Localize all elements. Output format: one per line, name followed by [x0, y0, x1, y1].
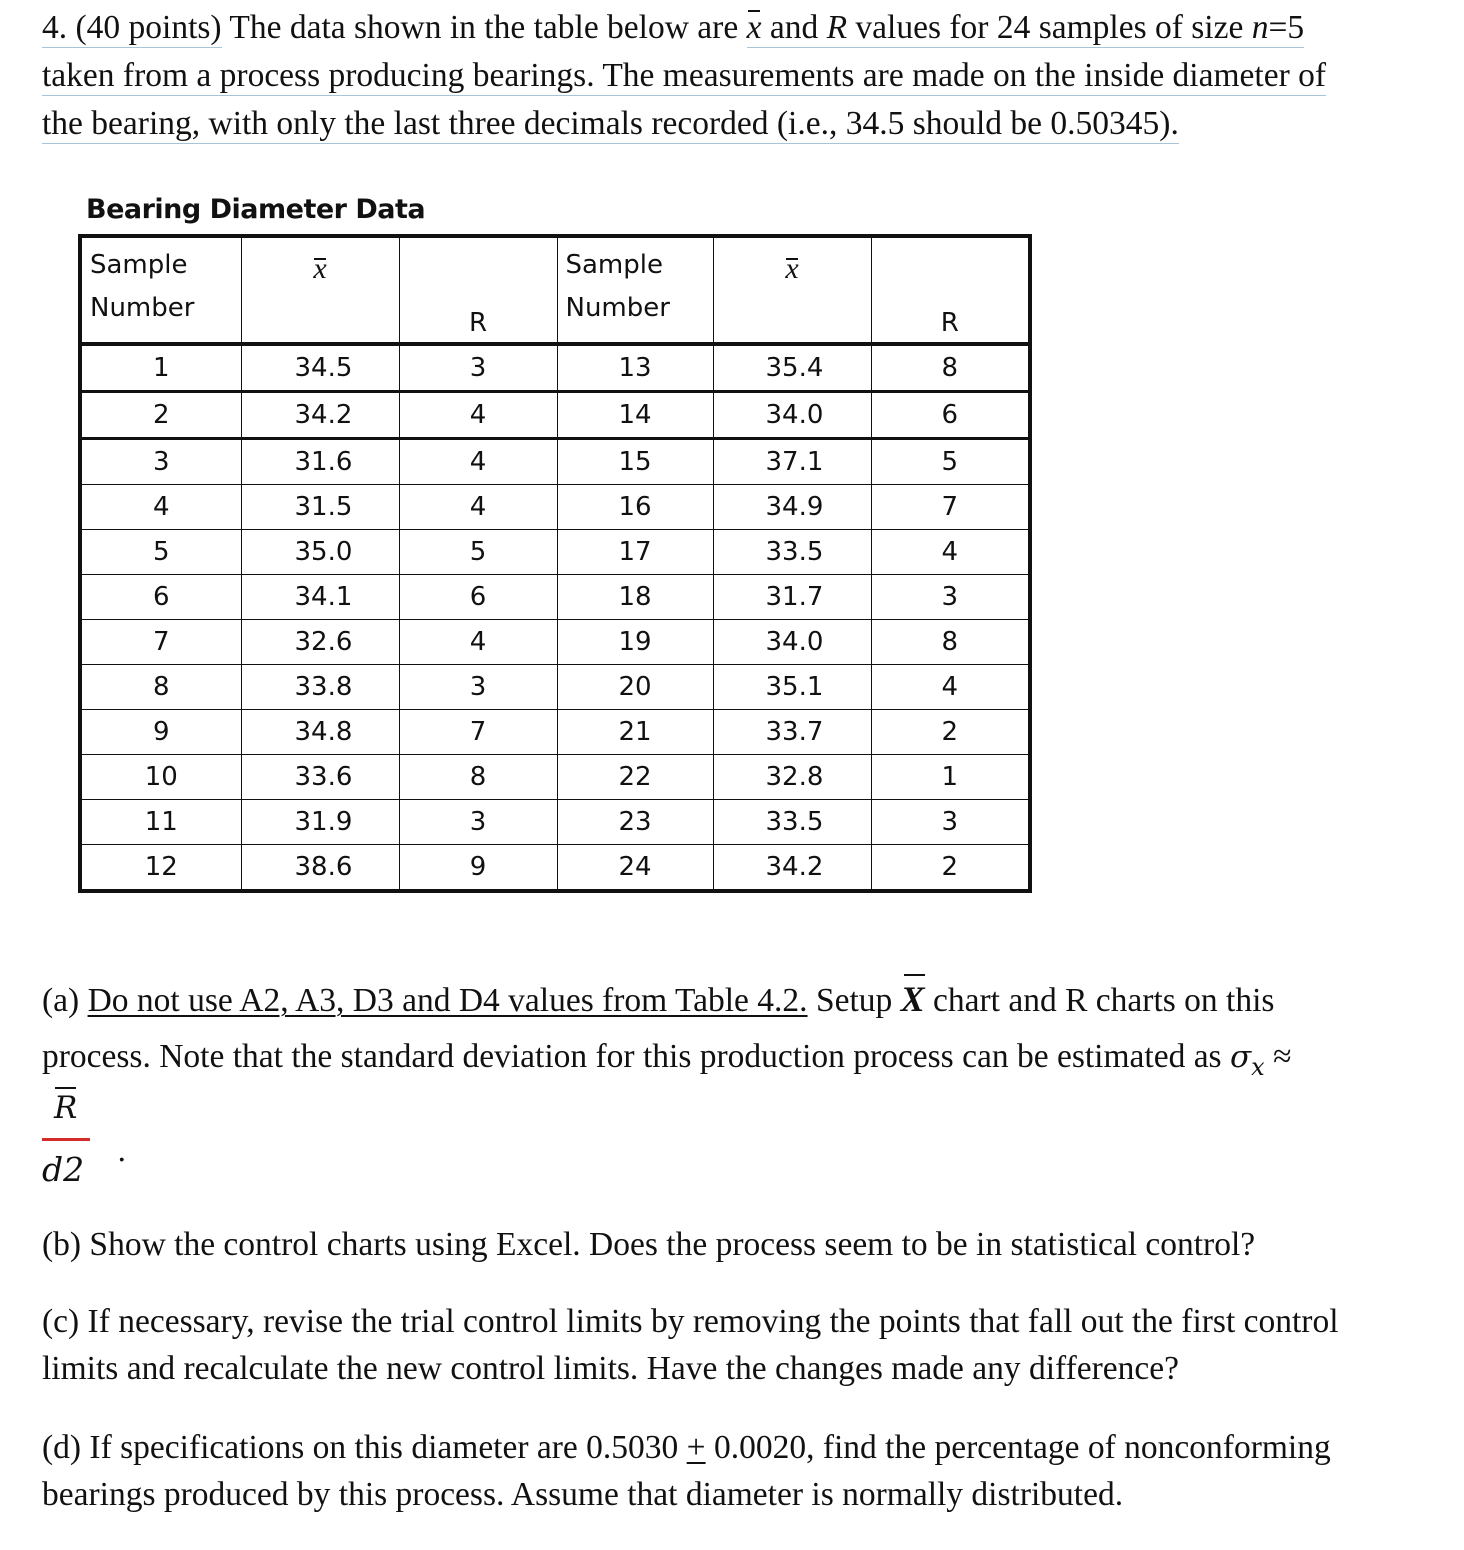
r-symbol: R — [826, 9, 848, 46]
cell-sample: 12 — [80, 845, 241, 892]
intro-text-2: taken from a process producing bearings. The measurements are made on the inside diameter of — [42, 57, 1327, 94]
question-a-text-2: process. Note that the standard deviation for this production process can be estimated as — [42, 1038, 1230, 1075]
question-d-text-a: (d) If specifications on this diameter are 0.5030 — [42, 1429, 687, 1466]
cell-r: 4 — [399, 620, 557, 665]
table-row — [80, 665, 1030, 710]
cell-r: 6 — [399, 575, 557, 620]
cell-xbar: 31.6 — [241, 439, 399, 485]
cell-sample: 17 — [557, 530, 713, 575]
table-row — [80, 344, 1030, 392]
cell-r: 7 — [871, 485, 1030, 530]
cell-r: 2 — [871, 845, 1030, 892]
cell-r: 4 — [399, 485, 557, 530]
question-a-mid: Setup — [807, 982, 901, 1019]
header-sample-number-2 — [557, 236, 713, 344]
cell-xbar: 35.4 — [713, 344, 871, 392]
cell-sample: 11 — [80, 800, 241, 845]
cell-sample: 21 — [557, 710, 713, 755]
table-row — [80, 755, 1030, 800]
cell-r: 3 — [399, 800, 557, 845]
cell-xbar: 31.5 — [241, 485, 399, 530]
bearing-data-table — [78, 234, 1032, 893]
table-row — [80, 710, 1030, 755]
question-a-rest: chart and R charts on this — [924, 982, 1275, 1019]
question-a-line-2 — [42, 1033, 1291, 1083]
cell-sample: 13 — [557, 344, 713, 392]
cell-sample: 24 — [557, 845, 713, 892]
fraction-numerator — [54, 1090, 77, 1126]
table-row — [80, 392, 1030, 439]
cell-xbar: 34.5 — [241, 344, 399, 392]
fraction-denominator: d2 — [42, 1150, 85, 1189]
cell-sample: 18 — [557, 575, 713, 620]
cell-xbar: 32.8 — [713, 755, 871, 800]
cell-sample: 7 — [80, 620, 241, 665]
intro-line-1 — [42, 4, 1442, 52]
plus-minus-symbol: + — [686, 1429, 706, 1466]
cell-xbar: 34.8 — [241, 710, 399, 755]
cell-r: 5 — [399, 530, 557, 575]
cell-sample: 3 — [80, 439, 241, 485]
cell-r: 3 — [871, 800, 1030, 845]
cell-r: 7 — [399, 710, 557, 755]
question-d-text-b: 0.0020, find the percentage of nonconforming — [705, 1429, 1331, 1466]
cell-xbar: 34.0 — [713, 392, 871, 439]
question-a-label: (a) — [42, 982, 88, 1019]
cell-sample: 15 — [557, 439, 713, 485]
cell-sample: 4 — [80, 485, 241, 530]
cell-xbar: 34.2 — [713, 845, 871, 892]
header-r: R — [399, 236, 557, 344]
cell-sample: 9 — [80, 710, 241, 755]
header-sample-number — [80, 236, 241, 344]
table-row — [80, 439, 1030, 485]
table-row — [80, 485, 1030, 530]
question-c-line-2: limits and recalculate the new control limits. Have the changes made any difference? — [42, 1350, 1179, 1387]
rbar-symbol: R — [54, 1090, 78, 1126]
header-number-text: Number — [90, 293, 195, 323]
intro-line-2 — [42, 52, 1442, 100]
cell-xbar: 37.1 — [713, 439, 871, 485]
cell-xbar: 32.6 — [241, 620, 399, 665]
question-c-line-1: (c) If necessary, revise the trial control limits by removing the points that fall out the first control — [42, 1303, 1339, 1340]
header-sample-text-2: Sample — [565, 250, 663, 280]
cell-r: 4 — [871, 665, 1030, 710]
cell-sample: 23 — [557, 800, 713, 845]
cell-sample: 1 — [80, 344, 241, 392]
problem-number: 4. — [42, 9, 76, 46]
fraction-period: . — [117, 1134, 127, 1169]
cell-sample: 22 — [557, 755, 713, 800]
table-caption: Bearing Diameter Data — [86, 194, 426, 225]
problem-intro — [42, 4, 1442, 148]
intro-text-1: The data shown in the table below are — [221, 9, 747, 46]
header-xbar-symbol: x — [313, 252, 327, 285]
cell-sample: 16 — [557, 485, 713, 530]
intro-line-3 — [42, 100, 1442, 148]
question-a-underlined: Do not use A2, A3, D3 and D4 values from Table 4.2. — [87, 982, 808, 1019]
header-xbar — [241, 236, 399, 344]
approx-symbol: ≈ — [1264, 1038, 1292, 1075]
cell-r: 6 — [871, 392, 1030, 439]
cell-r: 4 — [399, 439, 557, 485]
cell-r: 5 — [871, 439, 1030, 485]
cell-r: 8 — [871, 344, 1030, 392]
cell-xbar: 35.0 — [241, 530, 399, 575]
intro-text-3: the bearing, with only the last three decimals recorded (i.e., 34.5 should be 0.50345). — [42, 105, 1179, 142]
xbar-symbol: x — [747, 4, 762, 52]
table-header-row — [80, 236, 1030, 344]
sigma-symbol: σ — [1229, 1039, 1252, 1075]
cell-xbar: 33.5 — [713, 530, 871, 575]
cell-xbar: 33.6 — [241, 755, 399, 800]
intro-text-1c: values for 24 samples of size — [847, 9, 1252, 46]
cell-sample: 20 — [557, 665, 713, 710]
cell-sample: 8 — [80, 665, 241, 710]
cell-xbar: 38.6 — [241, 845, 399, 892]
header-sample-text: Sample — [90, 250, 188, 280]
cell-sample: 19 — [557, 620, 713, 665]
points-label: (40 points) — [75, 9, 222, 46]
sigma-subscript: x — [1251, 1053, 1265, 1081]
question-a-line-1 — [42, 975, 1274, 1025]
fraction-bar — [42, 1138, 90, 1141]
cell-r: 1 — [871, 755, 1030, 800]
header-xbar-symbol-2: x — [785, 252, 799, 285]
cell-sample: 6 — [80, 575, 241, 620]
cell-sample: 5 — [80, 530, 241, 575]
xbar-chart-symbol: X — [901, 975, 925, 1023]
cell-r: 9 — [399, 845, 557, 892]
cell-sample: 10 — [80, 755, 241, 800]
cell-xbar: 34.1 — [241, 575, 399, 620]
cell-xbar: 33.5 — [713, 800, 871, 845]
cell-xbar: 31.9 — [241, 800, 399, 845]
table-row — [80, 530, 1030, 575]
cell-r: 8 — [399, 755, 557, 800]
question-b: (b) Show the control charts using Excel. Does the process seem to be in statistical control? — [42, 1226, 1256, 1263]
cell-r: 3 — [399, 344, 557, 392]
cell-r: 3 — [399, 665, 557, 710]
cell-xbar: 31.7 — [713, 575, 871, 620]
cell-xbar: 34.2 — [241, 392, 399, 439]
cell-r: 2 — [871, 710, 1030, 755]
cell-sample: 14 — [557, 392, 713, 439]
cell-r: 4 — [871, 530, 1030, 575]
cell-r: 4 — [399, 392, 557, 439]
cell-xbar: 35.1 — [713, 665, 871, 710]
table-row — [80, 800, 1030, 845]
header-xbar-2 — [713, 236, 871, 344]
cell-xbar: 34.9 — [713, 485, 871, 530]
table-row — [80, 845, 1030, 892]
table-row — [80, 575, 1030, 620]
header-r-2: R — [871, 236, 1030, 344]
cell-sample: 2 — [80, 392, 241, 439]
question-d-line-1 — [42, 1424, 1331, 1472]
header-number-text-2: Number — [565, 293, 670, 323]
cell-xbar: 33.7 — [713, 710, 871, 755]
cell-r: 8 — [871, 620, 1030, 665]
question-d-line-2: bearings produced by this process. Assume that diameter is normally distributed. — [42, 1476, 1124, 1513]
cell-xbar: 33.8 — [241, 665, 399, 710]
table-row — [80, 620, 1030, 665]
and-word: and — [761, 9, 827, 46]
cell-r: 3 — [871, 575, 1030, 620]
cell-xbar: 34.0 — [713, 620, 871, 665]
n-value: =5 — [1268, 9, 1305, 46]
n-symbol: n — [1251, 9, 1269, 46]
